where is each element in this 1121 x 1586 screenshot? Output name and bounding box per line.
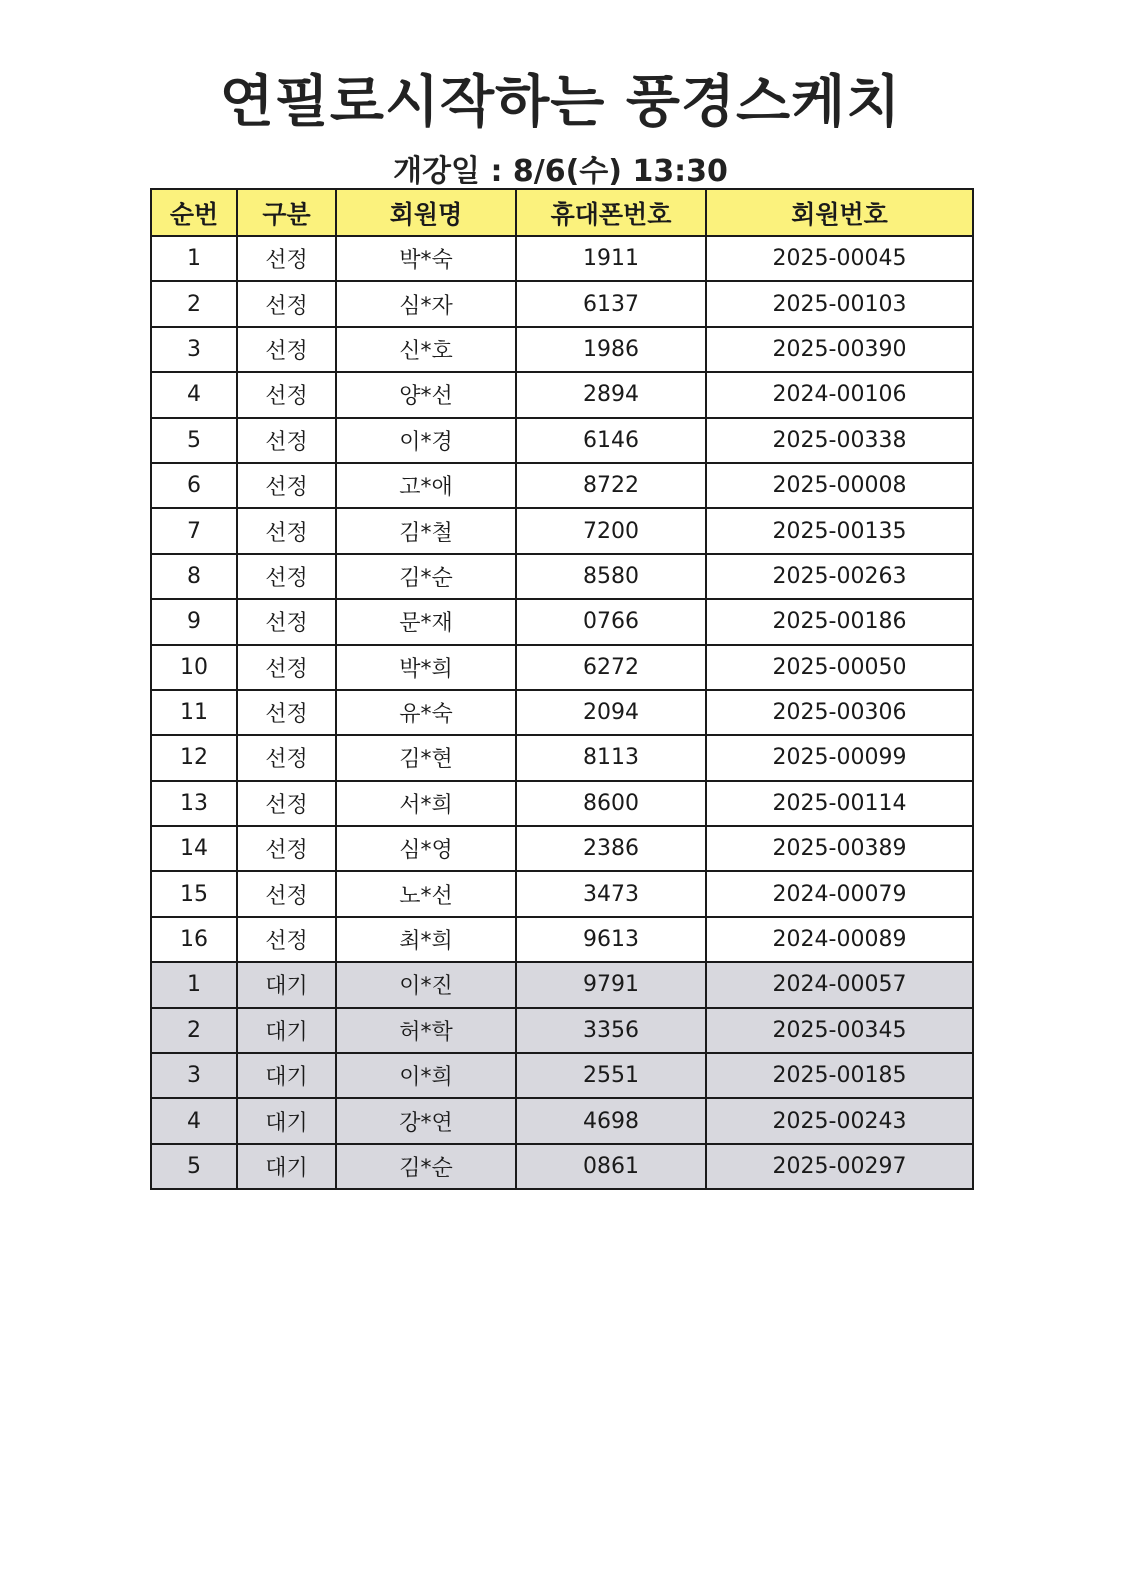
cell-no: 8 xyxy=(151,554,237,599)
cell-no: 1 xyxy=(151,236,237,281)
table-row xyxy=(151,463,973,508)
cell-no: 10 xyxy=(151,645,237,690)
cell-category: 선정 xyxy=(237,917,336,962)
cell-no: 11 xyxy=(151,690,237,735)
cell-phone: 2094 xyxy=(516,690,706,735)
cell-name: 강*연 xyxy=(336,1098,516,1143)
cell-no: 1 xyxy=(151,962,237,1007)
cell-member-no: 2025-00338 xyxy=(706,418,973,463)
cell-member-no: 2025-00306 xyxy=(706,690,973,735)
page-title: 연필로시작하는 풍경스케치 xyxy=(219,70,902,135)
cell-member-no: 2025-00345 xyxy=(706,1008,973,1053)
cell-no: 7 xyxy=(151,508,237,553)
cell-name: 양*선 xyxy=(336,372,516,417)
cell-phone: 6137 xyxy=(516,281,706,326)
table-row xyxy=(151,327,973,372)
cell-category: 대기 xyxy=(237,1098,336,1143)
cell-category: 선정 xyxy=(237,463,336,508)
cell-category: 선정 xyxy=(237,781,336,826)
cell-name: 신*호 xyxy=(336,327,516,372)
cell-phone: 3356 xyxy=(516,1008,706,1053)
cell-name: 김*순 xyxy=(336,554,516,599)
cell-phone: 0861 xyxy=(516,1144,706,1189)
cell-category: 선정 xyxy=(237,554,336,599)
table-row xyxy=(151,690,973,735)
cell-no: 3 xyxy=(151,1053,237,1098)
cell-category: 대기 xyxy=(237,1008,336,1053)
class-start-date: 개강일 : 8/6(수) 13:30 xyxy=(393,154,728,189)
cell-member-no: 2024-00057 xyxy=(706,962,973,1007)
cell-name: 박*희 xyxy=(336,645,516,690)
cell-name: 김*철 xyxy=(336,508,516,553)
cell-member-no: 2025-00186 xyxy=(706,599,973,644)
table-row xyxy=(151,871,973,916)
cell-member-no: 2025-00103 xyxy=(706,281,973,326)
cell-member-no: 2025-00185 xyxy=(706,1053,973,1098)
cell-phone: 9613 xyxy=(516,917,706,962)
cell-category: 선정 xyxy=(237,645,336,690)
cell-name: 심*자 xyxy=(336,281,516,326)
cell-name: 허*학 xyxy=(336,1008,516,1053)
table-row xyxy=(151,1053,973,1098)
cell-category: 대기 xyxy=(237,962,336,1007)
cell-phone: 1986 xyxy=(516,327,706,372)
cell-category: 선정 xyxy=(237,508,336,553)
cell-phone: 2551 xyxy=(516,1053,706,1098)
cell-phone: 0766 xyxy=(516,599,706,644)
cell-no: 9 xyxy=(151,599,237,644)
table-row xyxy=(151,826,973,871)
cell-phone: 3473 xyxy=(516,871,706,916)
cell-category: 선정 xyxy=(237,236,336,281)
cell-no: 4 xyxy=(151,372,237,417)
cell-member-no: 2025-00008 xyxy=(706,463,973,508)
cell-member-no: 2025-00390 xyxy=(706,327,973,372)
cell-category: 선정 xyxy=(237,690,336,735)
cell-phone: 6146 xyxy=(516,418,706,463)
table-row xyxy=(151,418,973,463)
table-row xyxy=(151,735,973,780)
header-category: 구분 xyxy=(237,189,336,236)
cell-phone: 4698 xyxy=(516,1098,706,1143)
cell-no: 3 xyxy=(151,327,237,372)
cell-name: 심*영 xyxy=(336,826,516,871)
cell-phone: 2386 xyxy=(516,826,706,871)
cell-member-no: 2025-00099 xyxy=(706,735,973,780)
cell-no: 5 xyxy=(151,418,237,463)
header-member-no: 회원번호 xyxy=(706,189,973,236)
cell-category: 선정 xyxy=(237,826,336,871)
cell-name: 이*경 xyxy=(336,418,516,463)
table-row xyxy=(151,781,973,826)
cell-category: 대기 xyxy=(237,1053,336,1098)
cell-member-no: 2024-00089 xyxy=(706,917,973,962)
cell-category: 선정 xyxy=(237,281,336,326)
cell-member-no: 2025-00243 xyxy=(706,1098,973,1143)
cell-category: 선정 xyxy=(237,871,336,916)
cell-category: 대기 xyxy=(237,1144,336,1189)
table-row xyxy=(151,962,973,1007)
cell-category: 선정 xyxy=(237,418,336,463)
cell-no: 16 xyxy=(151,917,237,962)
cell-member-no: 2025-00389 xyxy=(706,826,973,871)
cell-phone: 1911 xyxy=(516,236,706,281)
table-row xyxy=(151,917,973,962)
cell-phone: 9791 xyxy=(516,962,706,1007)
header-phone: 휴대폰번호 xyxy=(516,189,706,236)
cell-name: 김*순 xyxy=(336,1144,516,1189)
roster-table xyxy=(150,188,974,1190)
cell-no: 6 xyxy=(151,463,237,508)
cell-no: 5 xyxy=(151,1144,237,1189)
cell-member-no: 2025-00050 xyxy=(706,645,973,690)
table-row xyxy=(151,508,973,553)
cell-name: 이*진 xyxy=(336,962,516,1007)
table-row xyxy=(151,372,973,417)
cell-category: 선정 xyxy=(237,372,336,417)
cell-phone: 8722 xyxy=(516,463,706,508)
cell-member-no: 2025-00135 xyxy=(706,508,973,553)
cell-name: 문*재 xyxy=(336,599,516,644)
cell-name: 노*선 xyxy=(336,871,516,916)
cell-no: 2 xyxy=(151,281,237,326)
cell-name: 서*희 xyxy=(336,781,516,826)
cell-name: 박*숙 xyxy=(336,236,516,281)
cell-member-no: 2025-00263 xyxy=(706,554,973,599)
table-row xyxy=(151,554,973,599)
cell-no: 2 xyxy=(151,1008,237,1053)
cell-name: 고*애 xyxy=(336,463,516,508)
cell-phone: 8600 xyxy=(516,781,706,826)
cell-category: 선정 xyxy=(237,327,336,372)
cell-member-no: 2024-00106 xyxy=(706,372,973,417)
cell-member-no: 2025-00114 xyxy=(706,781,973,826)
cell-member-no: 2025-00297 xyxy=(706,1144,973,1189)
table-row xyxy=(151,236,973,281)
cell-no: 14 xyxy=(151,826,237,871)
table-row xyxy=(151,645,973,690)
cell-no: 12 xyxy=(151,735,237,780)
cell-category: 선정 xyxy=(237,599,336,644)
table-row xyxy=(151,1098,973,1143)
roster-body xyxy=(151,236,973,1189)
table-row xyxy=(151,1008,973,1053)
cell-no: 4 xyxy=(151,1098,237,1143)
cell-category: 선정 xyxy=(237,735,336,780)
cell-name: 유*숙 xyxy=(336,690,516,735)
table-header-row xyxy=(151,189,973,236)
header-name: 회원명 xyxy=(336,189,516,236)
cell-phone: 6272 xyxy=(516,645,706,690)
cell-name: 이*희 xyxy=(336,1053,516,1098)
cell-phone: 2894 xyxy=(516,372,706,417)
cell-no: 13 xyxy=(151,781,237,826)
cell-no: 15 xyxy=(151,871,237,916)
table-row xyxy=(151,1144,973,1189)
cell-phone: 7200 xyxy=(516,508,706,553)
table-row xyxy=(151,281,973,326)
cell-name: 김*현 xyxy=(336,735,516,780)
cell-phone: 8580 xyxy=(516,554,706,599)
table-row xyxy=(151,599,973,644)
cell-phone: 8113 xyxy=(516,735,706,780)
header-no: 순번 xyxy=(151,189,237,236)
cell-member-no: 2025-00045 xyxy=(706,236,973,281)
cell-name: 최*희 xyxy=(336,917,516,962)
cell-member-no: 2024-00079 xyxy=(706,871,973,916)
